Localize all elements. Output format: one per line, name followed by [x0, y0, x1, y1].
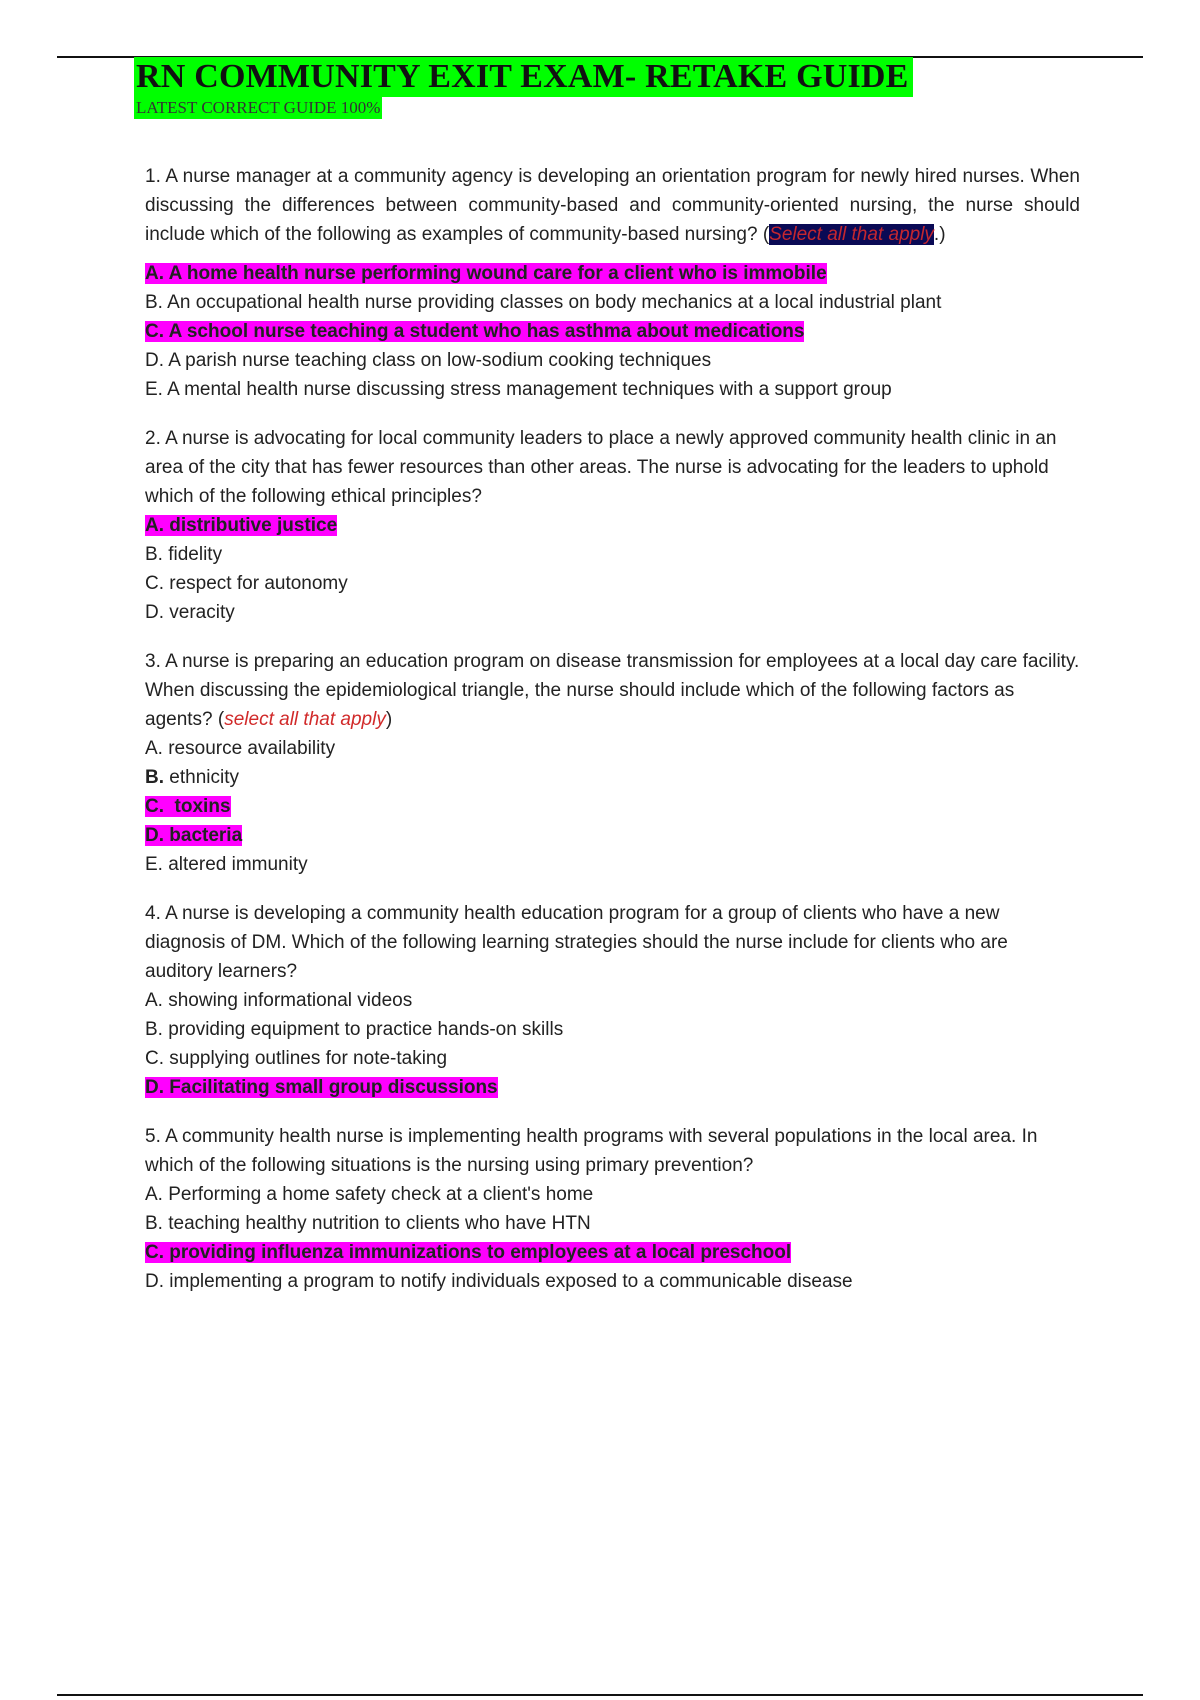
question-1-stem [145, 162, 1080, 249]
option-text: B. fidelity [145, 544, 223, 565]
option-2d [145, 598, 1080, 627]
question-3-stem [145, 647, 1080, 734]
correct-answer-highlight: D. Facilitating small group discussions [145, 1077, 498, 1098]
option-text: A. resource availability [145, 738, 336, 759]
option-text: D. veracity [145, 602, 235, 623]
option-5b [145, 1209, 1080, 1238]
option-text: B. teaching healthy nutrition to clients who have HTN [145, 1213, 591, 1234]
option-5d [145, 1267, 1080, 1296]
question-5 [145, 1122, 1080, 1296]
question-1 [145, 162, 1080, 404]
option-text: D. implementing a program to notify individuals exposed to a communicable disease [145, 1271, 853, 1292]
option-4a [145, 986, 1080, 1015]
option-text: B. An occupational health nurse providing classes on body mechanics at a local industrial plant [145, 292, 942, 313]
option-3a [145, 734, 1080, 763]
question-list [145, 162, 1080, 1308]
question-1-text: 1. A nurse manager at a community agency is developing an orientation program for newly hired nurses. When discussing the differences between community-based and community-oriented nursing, the nurse should include which of the following as examples of community-based nursing? ( [145, 166, 1080, 245]
option-1d [145, 346, 1080, 375]
option-text: C. supplying outlines for note-taking [145, 1048, 448, 1069]
select-all-tag: select all that apply [224, 709, 386, 730]
option-1e [145, 375, 1080, 404]
option-1a [145, 259, 1080, 288]
option-text: D. A parish nurse teaching class on low-sodium cooking techniques [145, 350, 712, 371]
option-text: A. Performing a home safety check at a client's home [145, 1184, 594, 1205]
correct-answer-highlight: D. bacteria [145, 825, 243, 846]
correct-answer-highlight: A. A home health nurse performing wound care for a client who is immobile [145, 263, 827, 284]
question-3 [145, 647, 1080, 879]
option-text: E. altered immunity [145, 854, 308, 875]
document-title: RN COMMUNITY EXIT EXAM- RETAKE GUIDE [134, 57, 913, 97]
correct-answer-highlight: A. distributive justice [145, 515, 338, 536]
option-text: A. showing informational videos [145, 990, 413, 1011]
option-4d [145, 1073, 1080, 1102]
document-header [134, 57, 913, 119]
option-2b [145, 540, 1080, 569]
select-all-tag: Select all that apply [769, 224, 934, 245]
option-3b [145, 763, 1080, 792]
option-2a [145, 511, 1080, 540]
question-3-tag-close: ) [385, 709, 393, 730]
bottom-rule [57, 1694, 1143, 1696]
question-4-stem: 4. A nurse is developing a community health education program for a group of clients who have a new diagnosis of DM. Which of the following learning strategies should the nurse include for clients who are auditory learners? [145, 903, 1008, 982]
option-2c [145, 569, 1080, 598]
question-5-stem: 5. A community health nurse is implementing health programs with several populations in the local area. In which of the following situations is the nursing using primary prevention? [145, 1126, 1038, 1176]
option-text: B. providing equipment to practice hands-on skills [145, 1019, 564, 1040]
option-text: C. respect for autonomy [145, 573, 348, 594]
correct-answer-highlight: C. providing influenza immunizations to employees at a local preschool [145, 1242, 792, 1263]
question-2 [145, 424, 1080, 627]
correct-answer-highlight: C. A school nurse teaching a student who has asthma about medications [145, 321, 805, 342]
option-text: E. A mental health nurse discussing stress management techniques with a support group [145, 379, 892, 400]
question-3-text: 3. A nurse is preparing an education program on disease transmission for employees at a local day care facility. When discussing the epidemiological triangle, the nurse should include which of the following factors as agents? ( [145, 651, 1080, 730]
document-subtitle: LATEST CORRECT GUIDE 100% [136, 98, 381, 117]
question-1-tag-close: .) [933, 224, 946, 245]
option-5a [145, 1180, 1080, 1209]
option-1b [145, 288, 1080, 317]
question-4 [145, 899, 1080, 1102]
option-text: ethnicity [164, 767, 239, 788]
option-3d [145, 821, 1080, 850]
option-letter: B. [145, 767, 164, 788]
option-4b [145, 1015, 1080, 1044]
option-5c [145, 1238, 1080, 1267]
option-4c [145, 1044, 1080, 1073]
question-2-stem: 2. A nurse is advocating for local community leaders to place a newly approved community health clinic in an area of the city that has fewer resources than other areas. The nurse is advocating for the leaders to uphold which of the following ethical principles? [145, 428, 1057, 507]
option-3e [145, 850, 1080, 879]
option-1c [145, 317, 1080, 346]
correct-answer-highlight: C. toxins [145, 796, 231, 817]
option-3c [145, 792, 1080, 821]
